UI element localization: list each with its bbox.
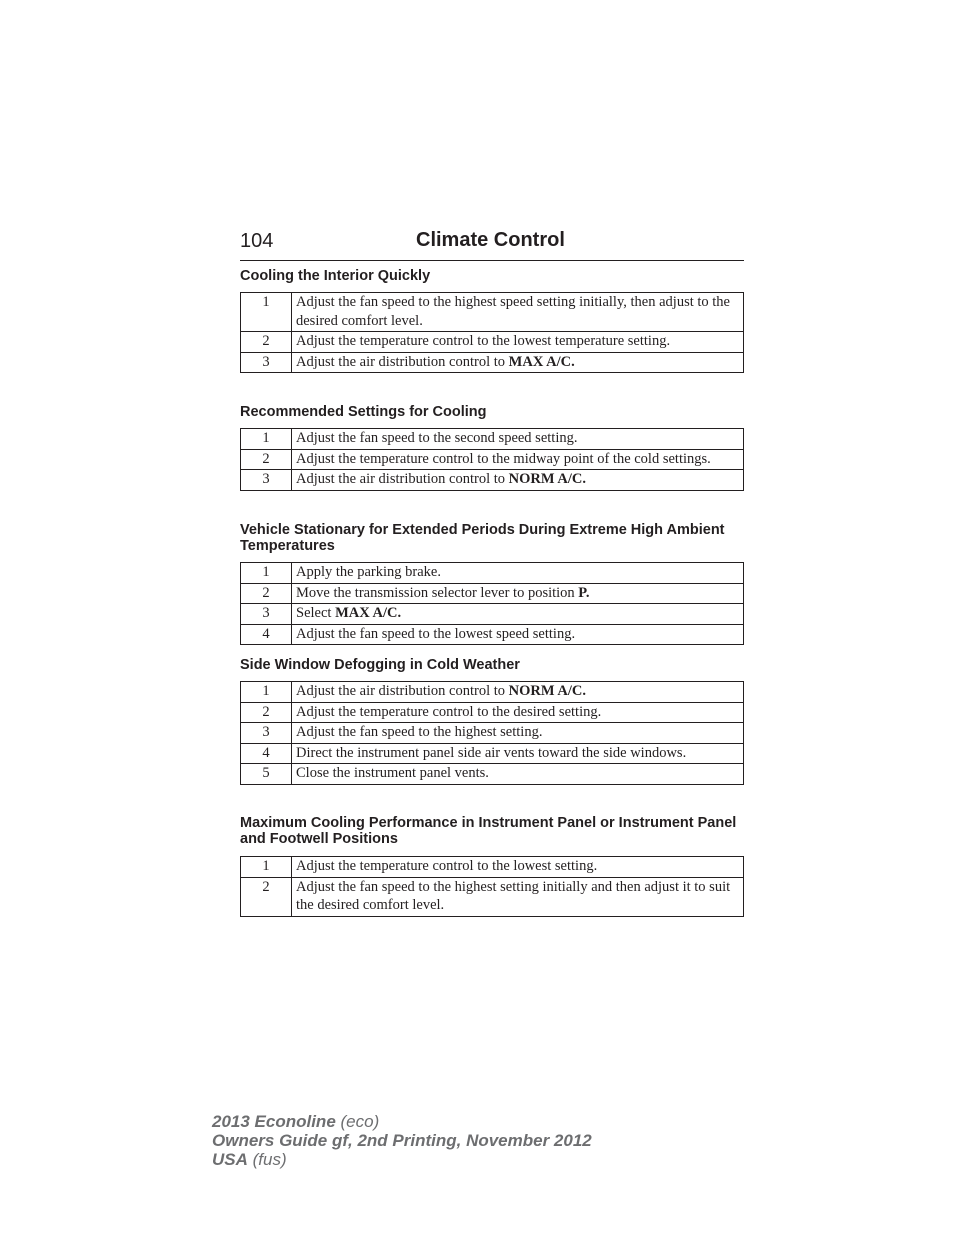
page-footer (212, 1112, 592, 1169)
step-text: Adjust the temperature control to the lowest setting. (292, 857, 744, 878)
table-row (241, 604, 744, 625)
table-row (241, 293, 744, 332)
step-text: Adjust the fan speed to the highest setting. (292, 723, 744, 744)
step-text: Adjust the fan speed to the second speed setting. (292, 429, 744, 450)
step-text: Adjust the fan speed to the highest setting initially and then adjust it to suit the desired comfort level. (292, 877, 744, 916)
section-title-vehicle-stationary: Vehicle Stationary for Extended Periods During Extreme High Ambient Temperatures (240, 522, 725, 554)
step-text: Select MAX A/C. (292, 604, 744, 625)
table-row (241, 449, 744, 470)
table-row (241, 583, 744, 604)
table-row (241, 624, 744, 645)
page-header (240, 228, 744, 261)
step-text: Adjust the air distribution control to NORM A/C. (292, 470, 744, 491)
table-row (241, 702, 744, 723)
steps-table-recommended-cooling (240, 428, 744, 491)
steps-table-maximum-cooling (240, 856, 744, 917)
step-number: 2 (241, 877, 292, 916)
page-number: 104 (240, 230, 274, 252)
table-row (241, 723, 744, 744)
footer-guide-line: Owners Guide gf, 2nd Printing, November 2012 (212, 1131, 592, 1150)
table-row (241, 877, 744, 916)
step-text: Move the transmission selector lever to position P. (292, 583, 744, 604)
table-row (241, 743, 744, 764)
step-text: Adjust the fan speed to the highest speed setting initially, then adjust to the desired comfort level. (292, 293, 744, 332)
step-number: 2 (241, 449, 292, 470)
step-text: Direct the instrument panel side air vents toward the side windows. (292, 743, 744, 764)
step-text: Adjust the air distribution control to MAX A/C. (292, 352, 744, 373)
steps-table-vehicle-stationary (240, 562, 744, 645)
section-title-maximum-cooling: Maximum Cooling Performance in Instrument Panel or Instrument Panel and Footwell Positions (240, 815, 737, 847)
table-row (241, 764, 744, 785)
step-number: 1 (241, 563, 292, 584)
step-text: Adjust the air distribution control to NORM A/C. (292, 682, 744, 703)
step-text: Adjust the temperature control to the midway point of the cold settings. (292, 449, 744, 470)
chapter-title: Climate Control (416, 229, 565, 251)
table-row (241, 682, 744, 703)
table-row (241, 470, 744, 491)
section-title-side-window-defogging: Side Window Defogging in Cold Weather (240, 657, 520, 673)
step-number: 5 (241, 764, 292, 785)
section-title-recommended-cooling: Recommended Settings for Cooling (240, 404, 487, 420)
step-number: 1 (241, 429, 292, 450)
step-number: 3 (241, 470, 292, 491)
step-text: Close the instrument panel vents. (292, 764, 744, 785)
steps-table-cooling-quickly (240, 292, 744, 373)
steps-table-side-window-defogging (240, 681, 744, 785)
step-number: 4 (241, 624, 292, 645)
footer-market-line: USA (fus) (212, 1150, 287, 1169)
step-number: 3 (241, 723, 292, 744)
footer-model-line: 2013 Econoline (eco) (212, 1112, 380, 1131)
table-row (241, 352, 744, 373)
step-number: 3 (241, 604, 292, 625)
step-text: Adjust the fan speed to the lowest speed setting. (292, 624, 744, 645)
table-row (241, 857, 744, 878)
step-number: 1 (241, 682, 292, 703)
table-row (241, 429, 744, 450)
section-title-cooling-quickly: Cooling the Interior Quickly (240, 268, 431, 284)
step-number: 2 (241, 583, 292, 604)
step-number: 2 (241, 332, 292, 353)
step-text: Adjust the temperature control to the desired setting. (292, 702, 744, 723)
step-text: Adjust the temperature control to the lowest temperature setting. (292, 332, 744, 353)
step-text: Apply the parking brake. (292, 563, 744, 584)
step-number: 2 (241, 702, 292, 723)
table-row (241, 563, 744, 584)
step-number: 1 (241, 857, 292, 878)
step-number: 1 (241, 293, 292, 332)
table-row (241, 332, 744, 353)
step-number: 4 (241, 743, 292, 764)
step-number: 3 (241, 352, 292, 373)
